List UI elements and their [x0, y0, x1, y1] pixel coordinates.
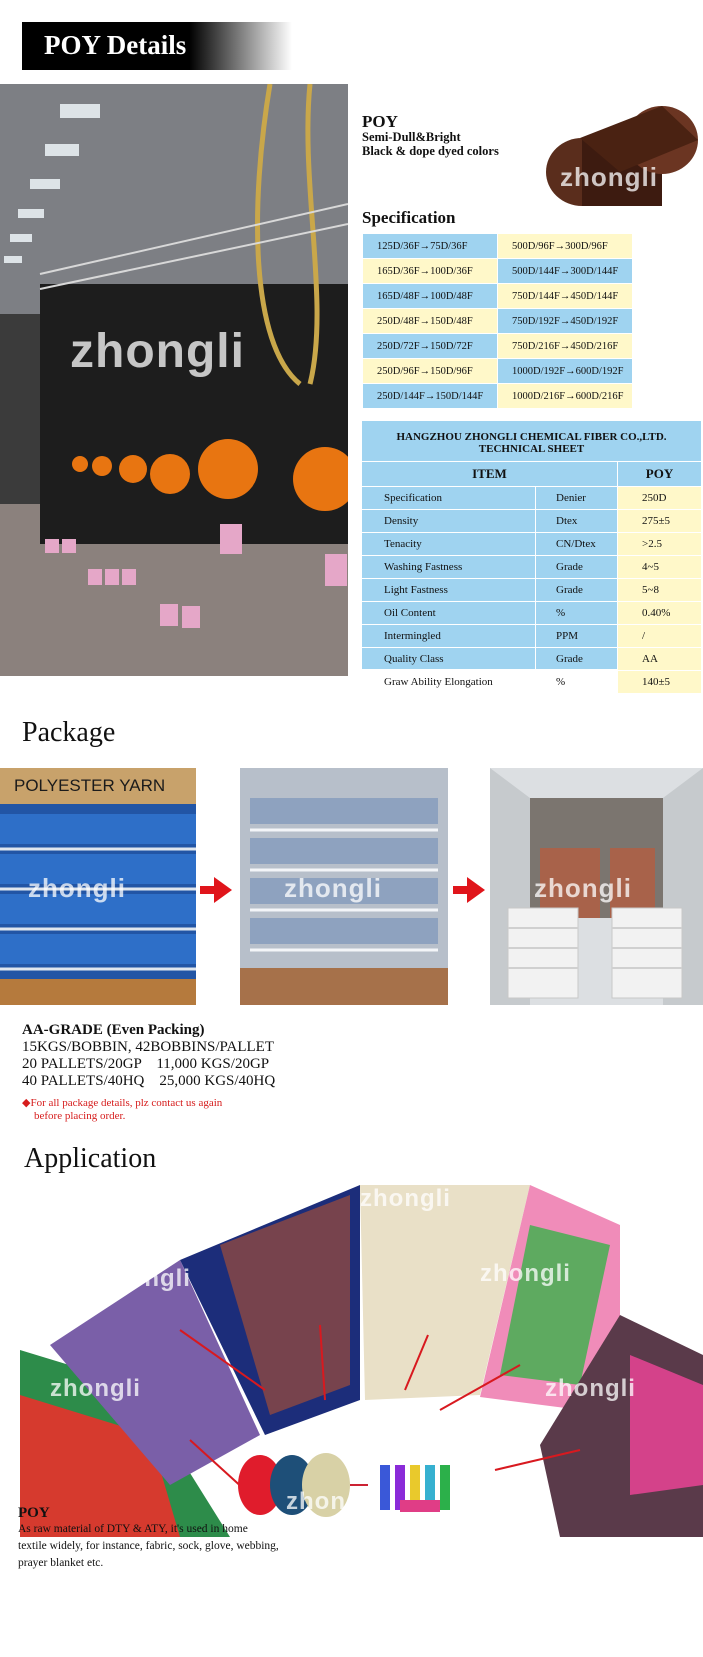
watermark-text-app5: zhongli: [50, 1375, 141, 1402]
tech-sheet-row: [362, 579, 701, 602]
spec-row: [363, 359, 633, 384]
package-photo-bobbins: [0, 768, 196, 1005]
page-title-banner: [22, 22, 292, 70]
watermark-text-spool: zhongli: [560, 162, 658, 192]
tech-unit: %: [536, 602, 618, 625]
tech-sheet-row: [362, 533, 701, 556]
box-label: POLYESTER YARN: [14, 776, 166, 795]
tech-item: Graw Ability Elongation: [362, 671, 536, 694]
watermark-text-app1: zhongli: [220, 1185, 311, 1212]
spec-cell: 1000D/216F→600D/216F: [498, 384, 633, 409]
application-collage: [20, 1185, 703, 1537]
tech-item: Washing Fastness: [362, 556, 536, 579]
tech-unit: Grade: [536, 579, 618, 602]
product-name: POY: [362, 112, 398, 131]
tech-sheet-subtitle: TECHNICAL SHEET: [478, 443, 585, 455]
watermark-text-app7: zhongli: [286, 1488, 377, 1515]
tech-unit: Grade: [536, 648, 618, 671]
package-line: 20 PALLETS/20GP 11,000 KGS/20GP: [22, 1056, 270, 1072]
package-note-line: before placing order.: [34, 1110, 126, 1122]
tech-value: /: [618, 625, 702, 648]
package-line: 15KGS/BOBBIN, 42BOBBINS/PALLET: [22, 1039, 274, 1055]
package-heading: Package: [22, 717, 116, 748]
watermark-text-app2: zhongli: [360, 1185, 451, 1212]
tech-item: Intermingled: [362, 625, 536, 648]
application-heading: Application: [24, 1143, 157, 1174]
product-finish: Semi-Dull&Bright: [362, 130, 461, 144]
caption-line: textile widely, for instance, fabric, sock, glove, webbing,: [18, 1540, 279, 1552]
watermark-text-app4: zhongli: [480, 1260, 571, 1287]
package-line: 40 PALLETS/40HQ 25,000 KGS/40HQ: [22, 1073, 276, 1089]
spec-cell: 125D/36F→75D/36F: [363, 234, 498, 259]
specification-table: [362, 233, 633, 409]
tech-sheet-header-row: [362, 462, 701, 487]
spec-cell: 165D/36F→100D/36F: [363, 259, 498, 284]
spec-cell: 750D/192F→450D/192F: [498, 309, 633, 334]
technical-sheet: [362, 421, 701, 688]
arrow-right-icon: [200, 877, 232, 903]
spec-row: [363, 309, 633, 334]
specification-heading: Specification: [362, 208, 456, 227]
tech-sheet-row: [362, 602, 701, 625]
tech-item: Density: [362, 510, 536, 533]
tech-sheet-row: [362, 625, 701, 648]
tech-sheet-company: HANGZHOU ZHONGLI CHEMICAL FIBER CO.,LTD.: [396, 431, 667, 443]
tech-value: >2.5: [618, 533, 702, 556]
tech-value: 250D: [618, 487, 702, 510]
spec-row: [363, 284, 633, 309]
tech-sheet-row: [362, 648, 701, 671]
spec-cell: 250D/72F→150D/72F: [363, 334, 498, 359]
tech-unit: PPM: [536, 625, 618, 648]
poy-spool-image: [540, 100, 700, 210]
tech-sheet-row: [362, 671, 701, 694]
watermark-text-app6: zhongli: [545, 1375, 636, 1402]
tech-unit: Grade: [536, 556, 618, 579]
spec-cell: 250D/144F→150D/144F: [363, 384, 498, 409]
spec-cell: 250D/48F→150D/48F: [363, 309, 498, 334]
spec-cell: 500D/96F→300D/96F: [498, 234, 633, 259]
tech-item: Tenacity: [362, 533, 536, 556]
spec-cell: 750D/216F→450D/216F: [498, 334, 633, 359]
tech-value: AA: [618, 648, 702, 671]
package-details: [22, 1022, 422, 1090]
watermark-text-pkg3: zhongli: [534, 873, 632, 903]
tech-value: 5~8: [618, 579, 702, 602]
spool-illustration: [540, 100, 700, 210]
spec-row: [363, 234, 633, 259]
tech-item: Quality Class: [362, 648, 536, 671]
tech-unit: Dtex: [536, 510, 618, 533]
factory-illustration: [0, 84, 348, 676]
caption-title: POY: [18, 1505, 50, 1521]
watermark-text-pkg2: zhongli: [284, 873, 382, 903]
caption-line: prayer blanket etc.: [18, 1557, 104, 1569]
watermark-text: zhongli: [70, 325, 245, 378]
bobbins-illustration: [0, 804, 196, 1005]
package-grade: AA-GRADE (Even Packing): [22, 1022, 205, 1038]
spec-row: [363, 259, 633, 284]
tech-value: 4~5: [618, 556, 702, 579]
package-note-line: ◆For all package details, plz contact us again: [22, 1097, 223, 1109]
package-photo-container: [490, 768, 703, 1005]
tech-item: Light Fastness: [362, 579, 536, 602]
tech-sheet-row: [362, 556, 701, 579]
spec-cell: 500D/144F→300D/144F: [498, 259, 633, 284]
tech-unit: Denier: [536, 487, 618, 510]
tech-value: 275±5: [618, 510, 702, 533]
tech-unit: %: [536, 671, 618, 694]
page-title: POY Details: [44, 30, 187, 60]
tech-value: 140±5: [618, 671, 702, 694]
spec-cell: 250D/96F→150D/96F: [363, 359, 498, 384]
package-photo-wrapped-pallet: [240, 768, 448, 1005]
spec-cell: 750D/144F→450D/144F: [498, 284, 633, 309]
product-colors: Black & dope dyed colors: [362, 144, 499, 158]
col-product-header: POY: [618, 462, 702, 487]
col-item-header: ITEM: [362, 462, 618, 487]
spec-row: [363, 334, 633, 359]
watermark-text-pkg1: zhongli: [28, 873, 126, 903]
spec-row: [363, 384, 633, 409]
application-fan-illustration: [20, 1185, 703, 1537]
tech-sheet-row: [362, 487, 701, 510]
product-info: [362, 113, 542, 158]
tech-value: 0.40%: [618, 602, 702, 625]
spec-cell: 165D/48F→100D/48F: [363, 284, 498, 309]
application-caption: [18, 1505, 348, 1572]
tech-item: Oil Content: [362, 602, 536, 625]
watermark-text-app3: zhongli: [100, 1265, 191, 1292]
tech-sheet-row: [362, 510, 701, 533]
arrow-right-icon: [453, 877, 485, 903]
tech-item: Specification: [362, 487, 536, 510]
tech-unit: CN/Dtex: [536, 533, 618, 556]
tech-sheet-table: [362, 461, 701, 693]
factory-photo: [0, 84, 348, 676]
package-note: [22, 1097, 322, 1123]
caption-line: As raw material of DTY & ATY, it's used in home: [18, 1523, 248, 1535]
spec-cell: 1000D/192F→600D/192F: [498, 359, 633, 384]
